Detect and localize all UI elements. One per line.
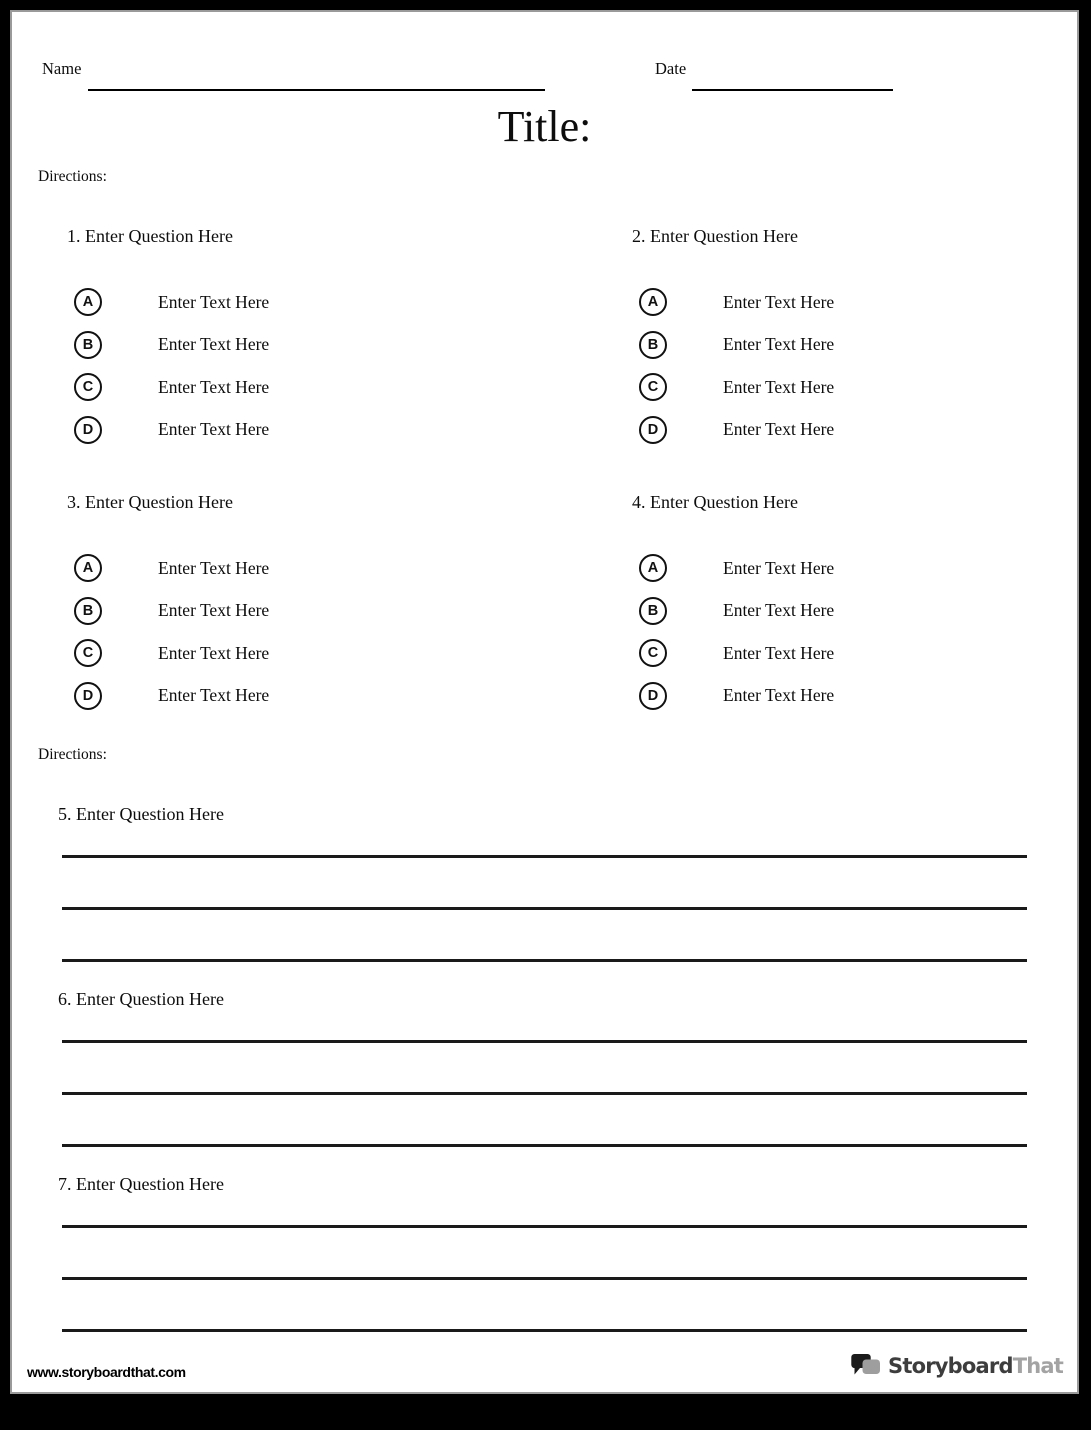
choice-bubble-a[interactable]: A [74,554,102,582]
choice-row [639,590,1077,633]
open-question-6 [58,989,1027,1147]
mc-question-3 [52,492,617,717]
choice-bubble-b[interactable]: B [639,331,667,359]
choice-row [639,632,1077,675]
mc-question-2 [617,226,1077,451]
choice-bubble-a[interactable]: A [639,554,667,582]
choice-row [74,632,617,675]
answer-line[interactable] [62,1280,1027,1332]
choice-text[interactable]: Enter Text Here [723,334,835,355]
choice-bubble-c[interactable]: C [74,373,102,401]
choice-bubble-b[interactable]: B [74,597,102,625]
choice-bubble-d[interactable]: D [639,682,667,710]
choice-text[interactable]: Enter Text Here [723,376,835,397]
choice-text[interactable]: Enter Text Here [158,685,270,706]
choice-row [74,409,617,452]
choice-row [639,675,1077,718]
open-question-7 [58,1174,1027,1332]
answer-line[interactable] [62,858,1027,910]
directions-label-2[interactable]: Directions: [38,746,107,763]
choice-bubble-b[interactable]: B [74,331,102,359]
choice-text[interactable]: Enter Text Here [158,642,270,663]
choice-bubble-d[interactable]: D [74,416,102,444]
answer-line[interactable] [62,1043,1027,1095]
choice-row [74,281,617,324]
question-label[interactable]: 2. Enter Question Here [632,226,798,246]
answer-line[interactable] [62,1228,1027,1280]
choice-bubble-d[interactable]: D [74,682,102,710]
worksheet-page [12,12,1077,1392]
answer-line[interactable] [62,910,1027,962]
choice-text[interactable]: Enter Text Here [723,557,835,578]
mc-question-row-1 [12,226,1077,451]
storyboardthat-logo [850,1352,1063,1380]
choice-row [639,547,1077,590]
speech-bubbles-icon [850,1353,881,1380]
footer-url: www.storyboardthat.com [27,1364,186,1380]
choice-row [74,590,617,633]
worksheet-title[interactable]: Title: [497,102,592,151]
choice-bubble-c[interactable]: C [639,373,667,401]
choice-text[interactable]: Enter Text Here [723,642,835,663]
question-label[interactable]: 4. Enter Question Here [632,492,798,512]
name-label: Name [42,59,82,78]
question-label[interactable]: 1. Enter Question Here [67,226,233,246]
choice-text[interactable]: Enter Text Here [158,557,270,578]
question-label[interactable]: 3. Enter Question Here [67,492,233,512]
mc-question-row-2 [12,492,1077,717]
choice-text[interactable]: Enter Text Here [723,419,835,440]
open-question-5 [58,804,1027,962]
choice-bubble-a[interactable]: A [639,288,667,316]
answer-line[interactable] [62,1095,1027,1147]
directions-label-1[interactable]: Directions: [38,168,107,185]
choice-text[interactable]: Enter Text Here [158,419,270,440]
date-label: Date [655,59,687,78]
question-label[interactable]: 7. Enter Question Here [58,1174,224,1194]
question-label[interactable]: 5. Enter Question Here [58,804,224,824]
choice-row [74,547,617,590]
choice-row [74,324,617,367]
choice-text[interactable]: Enter Text Here [723,600,835,621]
choice-text[interactable]: Enter Text Here [723,291,835,312]
choice-row [639,409,1077,452]
answer-line[interactable] [62,1195,1027,1228]
answer-line[interactable] [62,1010,1027,1043]
choice-text[interactable]: Enter Text Here [158,376,270,397]
logo-wordmark [888,1354,1063,1378]
choice-text[interactable]: Enter Text Here [723,685,835,706]
date-blank-line[interactable] [692,89,893,91]
name-blank-line[interactable] [88,89,545,91]
choice-bubble-c[interactable]: C [74,639,102,667]
choice-bubble-c[interactable]: C [639,639,667,667]
answer-line[interactable] [62,825,1027,858]
choice-row [639,366,1077,409]
choice-bubble-b[interactable]: B [639,597,667,625]
choice-bubble-d[interactable]: D [639,416,667,444]
choice-text[interactable]: Enter Text Here [158,291,270,312]
choice-text[interactable]: Enter Text Here [158,600,270,621]
choice-bubble-a[interactable]: A [74,288,102,316]
mc-question-1 [52,226,617,451]
logo-text-storyboard: Storyboard [888,1354,1013,1378]
choice-row [74,675,617,718]
choice-row [639,281,1077,324]
mc-question-4 [617,492,1077,717]
choice-text[interactable]: Enter Text Here [158,334,270,355]
logo-text-that: That [1012,1354,1063,1378]
question-label[interactable]: 6. Enter Question Here [58,989,224,1009]
choice-row [74,366,617,409]
choice-row [639,324,1077,367]
